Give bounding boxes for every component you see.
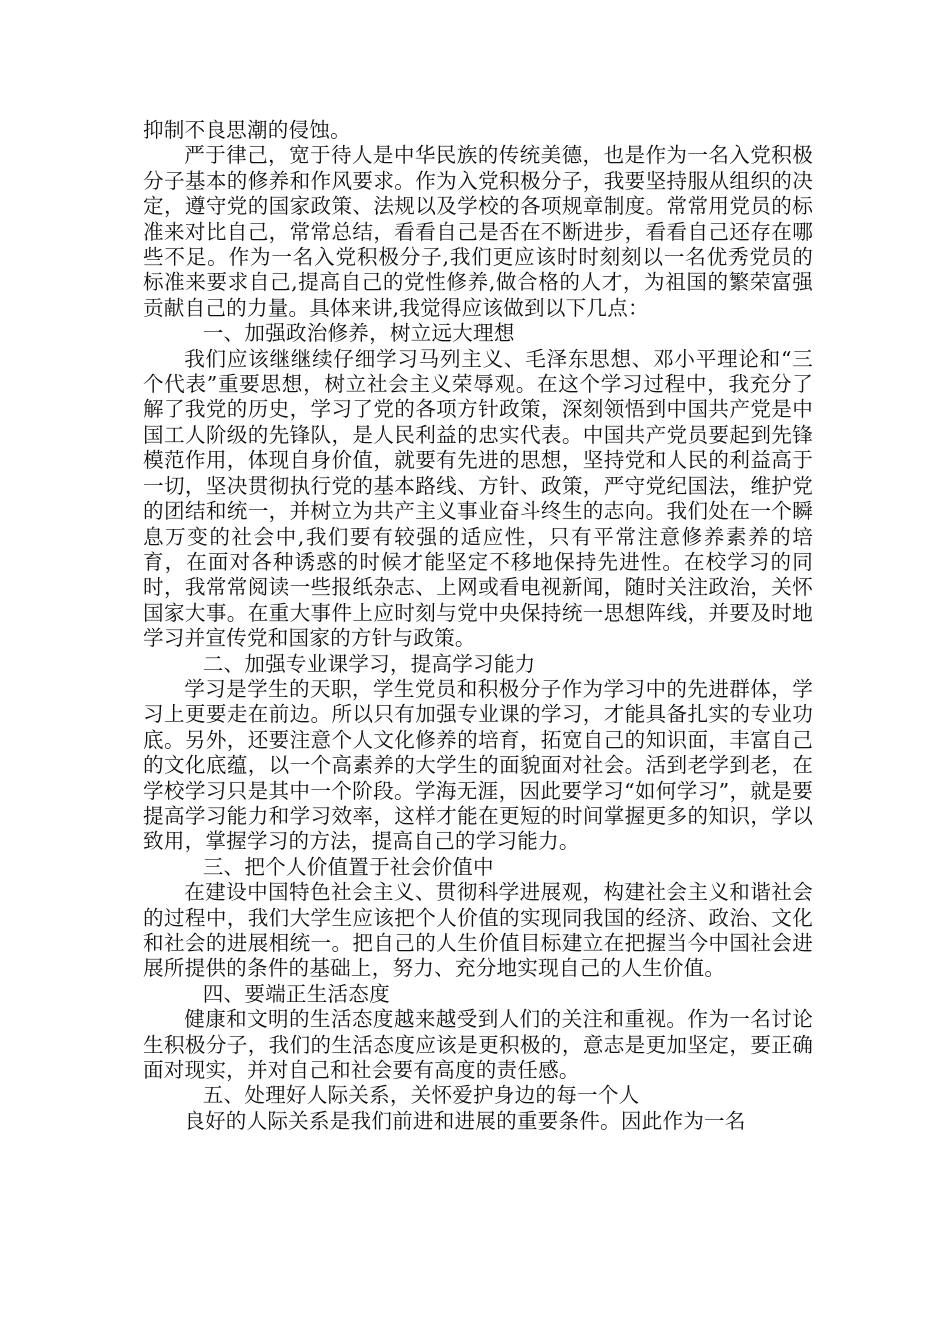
paragraph-3: 我们应该继继续仔细学习马列主义、毛泽东思想、邓小平理论和“三个代表”重要思想，树立社会主义荣辱观。在这个学习过程中，我充分了解了我党的历史，学习了党的各项方针政策，深刻领悟到中国共产党是中国工人阶级的先锋队，是人民利益的忠实代表。中国共产党员要起到先锋模范作用，体现自身价值，就要有先进的思想，坚持党和人民的利益高于一切，坚决贯彻执行党的基本路线、方针、政策，严守党纪国法，维护党的团结和统一，并树立为共产主义事业奋斗终生的志向。我们处在一个瞬息万变的社会中,我们要有较强的适应性，只有平常注意修养素养的培育，在面对各种诱惑的时候才能坚定不移地保持先进性。在校学习的同时，我常常阅读一些报纸杂志、上网或看电视新闻，随时关注政治，关怀国家大事。在重大事件上应时刻与党中央保持统一思想阵线，并要及时地学习并宣传党和国家的方针与政策。 — [143, 346, 813, 651]
section-heading-1: 一、加强政治修养，树立远大理想 — [202, 321, 515, 346]
paragraph-6: 健康和文明的生活态度越来越受到人们的关注和重视。作为一名讨论生积极分子，我们的生活态度应该是更积极的，意志是更加坚定，要正确面对现实，并对自己和社会要有高度的责任感。 — [143, 1007, 813, 1083]
section-heading-2: 二、加强专业课学习，提高学习能力 — [202, 651, 536, 676]
section-heading-5: 五、处理好人际关系，关怀爱护身边的每一个人 — [202, 1083, 640, 1108]
document-body — [143, 118, 813, 1134]
paragraph-2: 严于律己，宽于待人是中华民族的传统美德，也是作为一名入党积极分子基本的修养和作风要求。作为入党积极分子，我要坚持服从组织的决定，遵守党的国家政策、法规以及学校的各项规章制度。常常用党员的标准来对比自己，常常总结，看看自己是否在不断进步，看看自己还存在哪些不足。作为一名入党积极分子,我们更应该时时刻刻以一名优秀党员的标准来要求自己,提高自己的党性修养,做合格的人才，为祖国的繁荣富强贡献自己的力量。具体来讲,我觉得应该做到以下几点： — [143, 143, 813, 320]
paragraph-1: 抑制不良思潮的侵蚀。 — [143, 118, 351, 142]
section-heading-4: 四、要端正生活态度 — [202, 981, 390, 1006]
paragraph-4: 学习是学生的天职，学生党员和积极分子作为学习中的先进群体，学习上更要走在前边。所以只有加强专业课的学习，才能具备扎实的专业功底。另外，还要注意个人文化修养的培育，拓宽自己的知识面，丰富自己的文化底蕴，以一个高素养的大学生的面貌面对社会。活到老学到老，在学校学习只是其中一个阶段。学海无涯，因此要学习“如何学习”，就是要提高学习能力和学习效率，这样才能在更短的时间掌握更多的知识，学以致用，掌握学习的方法，提高自己的学习能力。 — [143, 676, 813, 854]
paragraph-7: 良好的人际关系是我们前进和进展的重要条件。因此作为一名 — [184, 1108, 746, 1133]
section-heading-3: 三、把个人价值置于社会价值中 — [202, 854, 494, 879]
paragraph-5: 在建设中国特色社会主义、贯彻科学进展观，构建社会主义和谐社会的过程中，我们大学生应该把个人价值的实现同我国的经济、政治、文化和社会的进展相统一。把自己的人生价值目标建立在把握当今中国社会进展所提供的条件的基础上，努力、充分地实现自己的人生价值。 — [143, 880, 813, 981]
